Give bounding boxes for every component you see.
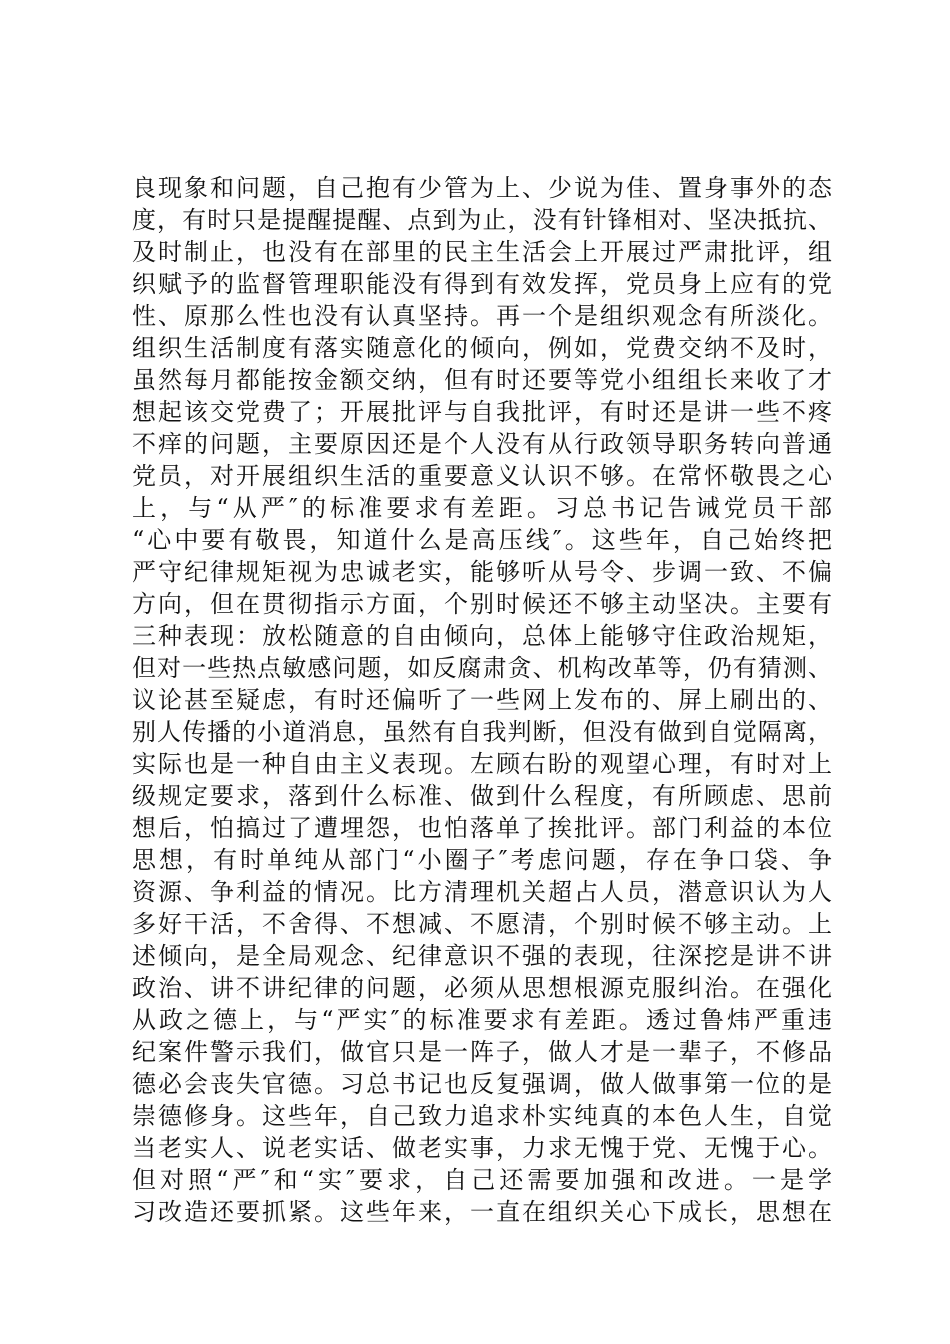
text-line: 度，有时只是提醒提醒、点到为止，没有针锋相对、坚决抵抗、 xyxy=(132,206,832,234)
body-text xyxy=(132,172,832,1228)
text-line: 习改造还要抓紧。这些年来，一直在组织关心下成长，思想在 xyxy=(132,1198,832,1226)
text-line: 思想，有时单纯从部门“小圈子″考虑问题，存在争口袋、争 xyxy=(132,846,832,874)
text-line: 但对一些热点敏感问题，如反腐肃贪、机构改革等，仍有猜测、 xyxy=(132,654,832,682)
text-line: 织赋予的监督管理职能没有得到有效发挥，党员身上应有的党 xyxy=(132,270,832,298)
text-line: 想起该交党费了；开展批评与自我批评，有时还是讲一些不疼 xyxy=(132,398,832,426)
text-line: 上，与“从严″的标准要求有差距。习总书记告诫党员干部 xyxy=(132,494,832,522)
text-line: 不痒的问题，主要原因还是个人没有从行政领导职务转向普通 xyxy=(132,430,832,458)
text-line: 三种表现：放松随意的自由倾向，总体上能够守住政治规矩， xyxy=(132,622,832,650)
text-line: 级规定要求，落到什么标准、做到什么程度，有所顾虑、思前 xyxy=(132,782,832,810)
text-line: “心中要有敬畏，知道什么是高压线″。这些年，自己始终把 xyxy=(132,526,832,554)
text-line: 德必会丧失官德。习总书记也反复强调，做人做事第一位的是 xyxy=(132,1070,832,1098)
text-line: 良现象和问题，自己抱有少管为上、少说为佳、置身事外的态 xyxy=(132,174,832,202)
text-line: 别人传播的小道消息，虽然有自我判断，但没有做到自觉隔离， xyxy=(132,718,832,746)
text-line: 崇德修身。这些年，自己致力追求朴实纯真的本色人生，自觉 xyxy=(132,1102,832,1130)
text-line: 性、原那么性也没有认真坚持。再一个是组织观念有所淡化。 xyxy=(132,302,832,330)
text-line: 想后，怕搞过了遭埋怨，也怕落单了挨批评。部门利益的本位 xyxy=(132,814,832,842)
text-line: 方向，但在贯彻指示方面，个别时候还不够主动坚决。主要有 xyxy=(132,590,832,618)
text-line: 述倾向，是全局观念、纪律意识不强的表现，往深挖是讲不讲 xyxy=(132,942,832,970)
text-line: 党员，对开展组织生活的重要意义认识不够。在常怀敬畏之心 xyxy=(132,462,832,490)
text-line: 政治、讲不讲纪律的问题，必须从思想根源克服纠治。在强化 xyxy=(132,974,832,1002)
text-line: 当老实人、说老实话、做老实事，力求无愧于党、无愧于心。 xyxy=(132,1134,832,1162)
text-line: 但对照“严″和“实″要求，自己还需要加强和改进。一是学 xyxy=(132,1166,832,1194)
text-line: 虽然每月都能按金额交纳，但有时还要等党小组组长来收了才 xyxy=(132,366,832,394)
text-line: 议论甚至疑虑，有时还偏听了一些网上发布的、屏上刷出的、 xyxy=(132,686,832,714)
text-line: 组织生活制度有落实随意化的倾向，例如，党费交纳不及时， xyxy=(132,334,832,362)
text-line: 资源、争利益的情况。比方清理机关超占人员，潜意识认为人 xyxy=(132,878,832,906)
text-line: 及时制止，也没有在部里的民主生活会上开展过严肃批评，组 xyxy=(132,238,832,266)
text-line: 多好干活，不舍得、不想减、不愿清，个别时候不够主动。上 xyxy=(132,910,832,938)
text-line: 严守纪律规矩视为忠诚老实，能够听从号令、步调一致、不偏 xyxy=(132,558,832,586)
text-line: 纪案件警示我们，做官只是一阵子，做人才是一辈子，不修品 xyxy=(132,1038,832,1066)
text-line: 实际也是一种自由主义表现。左顾右盼的观望心理，有时对上 xyxy=(132,750,832,778)
text-line: 从政之德上，与“严实″的标准要求有差距。透过鲁炜严重违 xyxy=(132,1006,832,1034)
